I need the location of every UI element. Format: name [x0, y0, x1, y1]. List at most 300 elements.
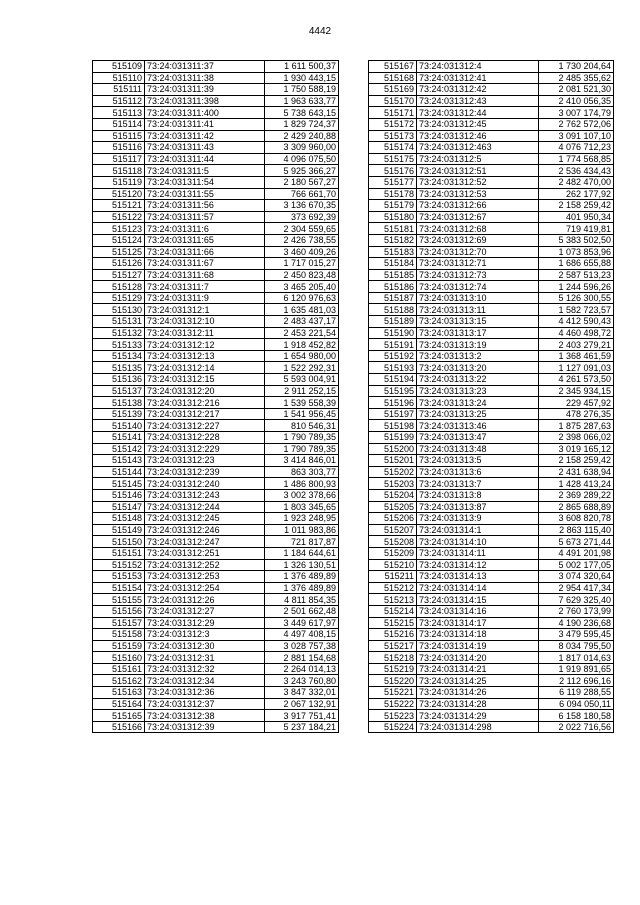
cadastral-number: 73:24:031311:55	[145, 188, 265, 200]
row-number: 515139	[93, 408, 145, 420]
cadastral-number: 73:24:031312:12	[145, 339, 265, 351]
cadastral-number: 73:24:031313:7	[417, 478, 539, 490]
table-row	[369, 258, 614, 270]
cadastral-value: 2 304 559,65	[265, 223, 339, 235]
cadastral-number: 73:24:031311:43	[145, 142, 265, 154]
row-number: 515222	[369, 698, 417, 710]
table-row	[93, 408, 339, 420]
row-number: 515175	[369, 153, 417, 165]
cadastral-value: 1 539 558,39	[265, 397, 339, 409]
row-number: 515153	[93, 571, 145, 583]
table-row	[93, 211, 339, 223]
table-row	[93, 188, 339, 200]
table-row	[369, 350, 614, 362]
cadastral-number: 73:24:031312:3	[145, 629, 265, 641]
table-row	[369, 153, 614, 165]
table-row	[369, 524, 614, 536]
table-row	[93, 72, 339, 84]
cadastral-value: 7 629 325,40	[539, 594, 614, 606]
cadastral-number: 73:24:031312:52	[417, 176, 539, 188]
page-number: 4442	[308, 26, 332, 37]
table-row	[369, 234, 614, 246]
row-number: 515120	[93, 188, 145, 200]
cadastral-number: 73:24:031312:41	[417, 72, 539, 84]
cadastral-value: 4 497 408,15	[265, 629, 339, 641]
table-row	[93, 721, 339, 733]
cadastral-number: 73:24:031311:37	[145, 61, 265, 73]
cadastral-value: 4 076 712,23	[539, 142, 614, 154]
cadastral-value: 2 587 513,23	[539, 269, 614, 281]
table-row	[369, 536, 614, 548]
cadastral-value: 1 817 014,63	[539, 652, 614, 664]
cadastral-number: 73:24:031312:71	[417, 258, 539, 270]
cadastral-value: 4 491 201,98	[539, 547, 614, 559]
cadastral-value-table-left	[92, 60, 339, 733]
cadastral-value: 8 034 795,50	[539, 640, 614, 652]
table-row	[369, 107, 614, 119]
cadastral-number: 73:24:031312:29	[145, 617, 265, 629]
row-number: 515191	[369, 339, 417, 351]
cadastral-value: 1 923 248,95	[265, 513, 339, 525]
cadastral-value: 2 863 115,40	[539, 524, 614, 536]
table-row	[93, 385, 339, 397]
table-row	[93, 153, 339, 165]
row-number: 515109	[93, 61, 145, 73]
cadastral-number: 73:24:031312:252	[145, 559, 265, 571]
cadastral-value: 1 127 091,03	[539, 362, 614, 374]
cadastral-number: 73:24:031312:246	[145, 524, 265, 536]
cadastral-value: 1 963 633,77	[265, 95, 339, 107]
row-number: 515151	[93, 547, 145, 559]
row-number: 515115	[93, 130, 145, 142]
cadastral-number: 73:24:031312:66	[417, 200, 539, 212]
cadastral-value: 1 368 461,59	[539, 350, 614, 362]
cadastral-number: 73:24:031312:239	[145, 466, 265, 478]
row-number: 515182	[369, 234, 417, 246]
cadastral-number: 73:24:031312:32	[145, 663, 265, 675]
cadastral-value: 1 635 481,03	[265, 304, 339, 316]
row-number: 515111	[93, 84, 145, 96]
cadastral-number: 73:24:031312:27	[145, 605, 265, 617]
cadastral-value: 2 067 132,91	[265, 698, 339, 710]
cadastral-value: 1 073 853,96	[539, 246, 614, 258]
cadastral-number: 73:24:031312:11	[145, 327, 265, 339]
cadastral-number: 73:24:031314:28	[417, 698, 539, 710]
cadastral-number: 73:24:031312:247	[145, 536, 265, 548]
table-row	[369, 130, 614, 142]
table-row	[369, 95, 614, 107]
cadastral-number: 73:24:031312:30	[145, 640, 265, 652]
cadastral-value: 5 593 004,91	[265, 374, 339, 386]
cadastral-value: 4 811 854,35	[265, 594, 339, 606]
cadastral-number: 73:24:031311:400	[145, 107, 265, 119]
cadastral-number: 73:24:031314:21	[417, 663, 539, 675]
cadastral-number: 73:24:031312:37	[145, 698, 265, 710]
cadastral-number: 73:24:031312:46	[417, 130, 539, 142]
cadastral-number: 73:24:031314:26	[417, 687, 539, 699]
cadastral-number: 73:24:031312:69	[417, 234, 539, 246]
cadastral-value: 3 847 332,01	[265, 687, 339, 699]
row-number: 515118	[93, 165, 145, 177]
table-row	[369, 582, 614, 594]
cadastral-number: 73:24:031314:1	[417, 524, 539, 536]
table-row	[369, 211, 614, 223]
cadastral-value: 2 180 567,27	[265, 176, 339, 188]
table-row	[369, 61, 614, 73]
table-row	[93, 420, 339, 432]
table-row	[369, 246, 614, 258]
table-row	[369, 455, 614, 467]
cadastral-value: 6 158 180,58	[539, 710, 614, 722]
cadastral-number: 73:24:031313:22	[417, 374, 539, 386]
cadastral-value: 5 383 502,50	[539, 234, 614, 246]
cadastral-value: 478 276,35	[539, 408, 614, 420]
cadastral-value: 5 925 366,27	[265, 165, 339, 177]
cadastral-value: 3 028 757,38	[265, 640, 339, 652]
row-number: 515181	[369, 223, 417, 235]
row-number: 515114	[93, 118, 145, 130]
table-row	[369, 281, 614, 293]
cadastral-value: 2 429 240,88	[265, 130, 339, 142]
cadastral-number: 73:24:031314:19	[417, 640, 539, 652]
cadastral-value: 5 738 643,15	[265, 107, 339, 119]
row-number: 515209	[369, 547, 417, 559]
cadastral-value: 4 412 590,43	[539, 316, 614, 328]
row-number: 515155	[93, 594, 145, 606]
cadastral-value: 3 019 165,12	[539, 443, 614, 455]
cadastral-value: 1 184 644,61	[265, 547, 339, 559]
cadastral-value: 4 460 498,72	[539, 327, 614, 339]
row-number: 515149	[93, 524, 145, 536]
row-number: 515177	[369, 176, 417, 188]
cadastral-number: 73:24:031312:67	[417, 211, 539, 223]
row-number: 515168	[369, 72, 417, 84]
cadastral-value: 721 817,87	[265, 536, 339, 548]
row-number: 515130	[93, 304, 145, 316]
row-number: 515121	[93, 200, 145, 212]
row-number: 515156	[93, 605, 145, 617]
cadastral-value: 1 011 983,86	[265, 524, 339, 536]
cadastral-number: 73:24:031312:43	[417, 95, 539, 107]
row-number: 515133	[93, 339, 145, 351]
cadastral-value: 3 917 751,41	[265, 710, 339, 722]
table-row	[369, 316, 614, 328]
row-number: 515154	[93, 582, 145, 594]
row-number: 515183	[369, 246, 417, 258]
cadastral-value: 2 865 688,89	[539, 501, 614, 513]
table-row	[93, 95, 339, 107]
row-number: 515218	[369, 652, 417, 664]
cadastral-value: 3 608 820,78	[539, 513, 614, 525]
cadastral-value: 1 376 489,89	[265, 571, 339, 583]
cadastral-number: 73:24:031311:9	[145, 292, 265, 304]
row-number: 515207	[369, 524, 417, 536]
table-row	[93, 316, 339, 328]
table-row	[93, 107, 339, 119]
row-number: 515199	[369, 432, 417, 444]
row-number: 515117	[93, 153, 145, 165]
table-row	[369, 571, 614, 583]
row-number: 515143	[93, 455, 145, 467]
cadastral-number: 73:24:031312:53	[417, 188, 539, 200]
cadastral-number: 73:24:031312:227	[145, 420, 265, 432]
cadastral-value: 2 482 470,00	[539, 176, 614, 188]
cadastral-value: 2 403 279,21	[539, 339, 614, 351]
row-number: 515128	[93, 281, 145, 293]
table-row	[93, 118, 339, 130]
cadastral-value: 2 081 521,30	[539, 84, 614, 96]
table-row	[369, 362, 614, 374]
row-number: 515179	[369, 200, 417, 212]
table-row	[93, 374, 339, 386]
cadastral-number: 73:24:031313:19	[417, 339, 539, 351]
row-number: 515145	[93, 478, 145, 490]
row-number: 515146	[93, 489, 145, 501]
table-row	[369, 408, 614, 420]
row-number: 515171	[369, 107, 417, 119]
row-number: 515116	[93, 142, 145, 154]
row-number: 515124	[93, 234, 145, 246]
cadastral-value: 2 264 014,13	[265, 663, 339, 675]
cadastral-number: 73:24:031312:5	[417, 153, 539, 165]
cadastral-value: 2 762 572,06	[539, 118, 614, 130]
table-row	[369, 698, 614, 710]
cadastral-value: 1 774 568,85	[539, 153, 614, 165]
row-number: 515210	[369, 559, 417, 571]
table-row	[93, 547, 339, 559]
row-number: 515224	[369, 721, 417, 733]
table-row	[369, 200, 614, 212]
cadastral-number: 73:24:031314:298	[417, 721, 539, 733]
cadastral-number: 73:24:031311:7	[145, 281, 265, 293]
cadastral-value: 1 486 800,93	[265, 478, 339, 490]
cadastral-value: 6 120 976,63	[265, 292, 339, 304]
cadastral-number: 73:24:031312:228	[145, 432, 265, 444]
row-number: 515173	[369, 130, 417, 142]
table-row	[93, 663, 339, 675]
cadastral-value: 2 501 662,48	[265, 605, 339, 617]
row-number: 515113	[93, 107, 145, 119]
table-row	[93, 710, 339, 722]
row-number: 515122	[93, 211, 145, 223]
cadastral-value-table-right	[368, 60, 614, 733]
cadastral-value: 5 673 271,44	[539, 536, 614, 548]
cadastral-value: 3 091 107,10	[539, 130, 614, 142]
row-number: 515180	[369, 211, 417, 223]
cadastral-number: 73:24:031312:240	[145, 478, 265, 490]
cadastral-number: 73:24:031314:15	[417, 594, 539, 606]
cadastral-number: 73:24:031312:31	[145, 652, 265, 664]
table-row	[369, 489, 614, 501]
cadastral-number: 73:24:031312:254	[145, 582, 265, 594]
table-row	[369, 304, 614, 316]
row-number: 515161	[93, 663, 145, 675]
cadastral-value: 3 136 670,35	[265, 200, 339, 212]
cadastral-value: 2 485 355,62	[539, 72, 614, 84]
cadastral-number: 73:24:031312:243	[145, 489, 265, 501]
row-number: 515200	[369, 443, 417, 455]
row-number: 515135	[93, 362, 145, 374]
table-row	[93, 292, 339, 304]
cadastral-number: 73:24:031314:17	[417, 617, 539, 629]
table-row	[369, 269, 614, 281]
cadastral-number: 73:24:031313:47	[417, 432, 539, 444]
cadastral-number: 73:24:031312:44	[417, 107, 539, 119]
row-number: 515206	[369, 513, 417, 525]
table-row	[93, 675, 339, 687]
table-row	[369, 559, 614, 571]
cadastral-number: 73:24:031312:34	[145, 675, 265, 687]
cadastral-value: 863 303,77	[265, 466, 339, 478]
row-number: 515198	[369, 420, 417, 432]
row-number: 515216	[369, 629, 417, 641]
table-row	[369, 443, 614, 455]
cadastral-number: 73:24:031312:244	[145, 501, 265, 513]
table-row	[369, 420, 614, 432]
cadastral-number: 73:24:031313:11	[417, 304, 539, 316]
cadastral-value: 2 536 434,43	[539, 165, 614, 177]
table-row	[93, 582, 339, 594]
table-row	[93, 698, 339, 710]
table-row	[369, 188, 614, 200]
table-row	[93, 594, 339, 606]
cadastral-number: 73:24:031311:66	[145, 246, 265, 258]
cadastral-number: 73:24:031312:229	[145, 443, 265, 455]
cadastral-number: 73:24:031312:36	[145, 687, 265, 699]
cadastral-value: 4 190 236,68	[539, 617, 614, 629]
row-number: 515129	[93, 292, 145, 304]
cadastral-number: 73:24:031311:5	[145, 165, 265, 177]
cadastral-number: 73:24:031311:6	[145, 223, 265, 235]
row-number: 515192	[369, 350, 417, 362]
table-row	[369, 466, 614, 478]
table-row	[93, 605, 339, 617]
cadastral-number: 73:24:031312:4	[417, 61, 539, 73]
cadastral-number: 73:24:031312:216	[145, 397, 265, 409]
cadastral-value: 373 692,39	[265, 211, 339, 223]
table-row	[369, 547, 614, 559]
table-row	[93, 478, 339, 490]
table-row	[369, 118, 614, 130]
cadastral-value: 3 414 846,01	[265, 455, 339, 467]
cadastral-value: 3 002 378,66	[265, 489, 339, 501]
table-row	[369, 652, 614, 664]
cadastral-number: 73:24:031313:15	[417, 316, 539, 328]
row-number: 515187	[369, 292, 417, 304]
table-row	[369, 142, 614, 154]
row-number: 515220	[369, 675, 417, 687]
row-number: 515132	[93, 327, 145, 339]
row-number: 515160	[93, 652, 145, 664]
cadastral-number: 73:24:031314:10	[417, 536, 539, 548]
table-row	[369, 72, 614, 84]
table-row	[369, 165, 614, 177]
cadastral-number: 73:24:031312:73	[417, 269, 539, 281]
cadastral-number: 73:24:031312:74	[417, 281, 539, 293]
cadastral-number: 73:24:031313:6	[417, 466, 539, 478]
cadastral-value: 1 875 287,63	[539, 420, 614, 432]
cadastral-number: 73:24:031312:39	[145, 721, 265, 733]
cadastral-number: 73:24:031312:45	[417, 118, 539, 130]
cadastral-number: 73:24:031314:25	[417, 675, 539, 687]
row-number: 515147	[93, 501, 145, 513]
table-row	[93, 281, 339, 293]
cadastral-value: 3 479 595,45	[539, 629, 614, 641]
cadastral-value: 4 096 075,50	[265, 153, 339, 165]
table-row	[369, 478, 614, 490]
table-row	[93, 501, 339, 513]
table-row	[369, 675, 614, 687]
table-row	[93, 617, 339, 629]
cadastral-value: 5 002 177,05	[539, 559, 614, 571]
row-number: 515159	[93, 640, 145, 652]
cadastral-number: 73:24:031313:20	[417, 362, 539, 374]
row-number: 515162	[93, 675, 145, 687]
cadastral-number: 73:24:031313:23	[417, 385, 539, 397]
cadastral-number: 73:24:031313:46	[417, 420, 539, 432]
row-number: 515211	[369, 571, 417, 583]
row-number: 515164	[93, 698, 145, 710]
row-number: 515217	[369, 640, 417, 652]
row-number: 515172	[369, 118, 417, 130]
cadastral-number: 73:24:031311:65	[145, 234, 265, 246]
cadastral-number: 73:24:031311:56	[145, 200, 265, 212]
cadastral-number: 73:24:031313:25	[417, 408, 539, 420]
table-row	[369, 617, 614, 629]
cadastral-value: 262 177,92	[539, 188, 614, 200]
table-row	[93, 443, 339, 455]
row-number: 515204	[369, 489, 417, 501]
table-row	[93, 466, 339, 478]
table-row	[93, 327, 339, 339]
row-number: 515203	[369, 478, 417, 490]
row-number: 515202	[369, 466, 417, 478]
cadastral-number: 73:24:031311:42	[145, 130, 265, 142]
row-number: 515196	[369, 397, 417, 409]
cadastral-value: 3 465 205,40	[265, 281, 339, 293]
cadastral-value: 2 410 056,35	[539, 95, 614, 107]
cadastral-number: 73:24:031312:23	[145, 455, 265, 467]
cadastral-number: 73:24:031313:10	[417, 292, 539, 304]
cadastral-number: 73:24:031312:70	[417, 246, 539, 258]
row-number: 515223	[369, 710, 417, 722]
cadastral-number: 73:24:031311:68	[145, 269, 265, 281]
row-number: 515125	[93, 246, 145, 258]
row-number: 515174	[369, 142, 417, 154]
row-number: 515134	[93, 350, 145, 362]
row-number: 515141	[93, 432, 145, 444]
cadastral-number: 73:24:031313:8	[417, 489, 539, 501]
row-number: 515190	[369, 327, 417, 339]
table-row	[93, 455, 339, 467]
table-row	[93, 432, 339, 444]
cadastral-value: 1 717 015,27	[265, 258, 339, 270]
row-number: 515193	[369, 362, 417, 374]
table-row	[369, 687, 614, 699]
cadastral-value: 2 760 173,99	[539, 605, 614, 617]
cadastral-value: 1 750 588,19	[265, 84, 339, 96]
table-row	[93, 176, 339, 188]
row-number: 515163	[93, 687, 145, 699]
row-number: 515158	[93, 629, 145, 641]
row-number: 515123	[93, 223, 145, 235]
row-number: 515138	[93, 397, 145, 409]
cadastral-value: 1 918 452,82	[265, 339, 339, 351]
cadastral-value: 6 094 050,11	[539, 698, 614, 710]
cadastral-number: 73:24:031311:38	[145, 72, 265, 84]
cadastral-number: 73:24:031314:29	[417, 710, 539, 722]
cadastral-number: 73:24:031312:251	[145, 547, 265, 559]
